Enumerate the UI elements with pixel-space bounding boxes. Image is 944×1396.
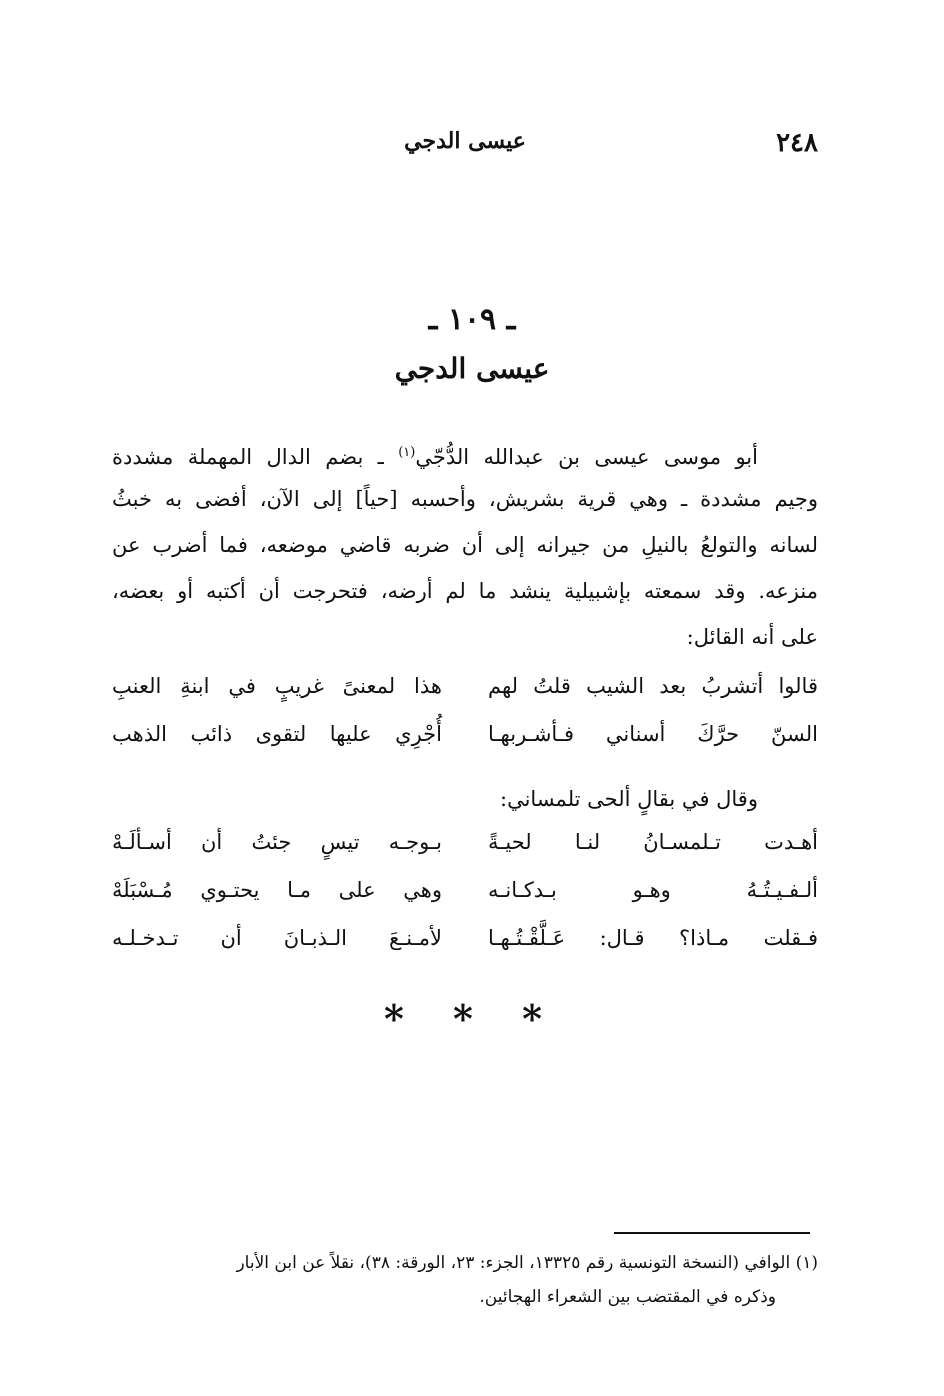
verse-first-hemistich: السنّ حرَّكَ أسناني فـأشـربهـا: [488, 722, 818, 746]
verse-first-hemistich: فـقلت مـاذا؟ قـال: عَـلَّقْـتُـهـا: [488, 926, 818, 950]
prose-line: وجيم مشددة ـ وهي قرية بشريش، وأحسبه [حياً] إلى الآن، أفضى به خبثُ: [112, 487, 818, 511]
prose-line: [112, 430, 818, 476]
entry-title: عيسى الدجي: [394, 352, 550, 385]
footnote-rule: [614, 1232, 810, 1234]
verse-second-hemistich: هذا لمعنىً غريبٍ في ابنةِ العنبِ: [112, 674, 442, 698]
verse-first-hemistich: ألـفـيـتُـهُ وهـو بـدكـانـه: [488, 878, 818, 902]
verse-line: [112, 866, 818, 914]
verse-second-hemistich: وهي على مـا يحتـوي مُـسْبَلَهْ: [112, 878, 442, 902]
section-separator: * * *: [383, 996, 561, 1041]
verse-line: [112, 710, 818, 758]
poem-second: [112, 818, 818, 962]
prose-line: لسانه والتولعُ بالنيلِ من جيرانه إلى أن ضربه قاضي موضعه، فما أضرب عن: [112, 533, 818, 557]
biography-paragraph: [112, 430, 818, 660]
running-header: [112, 128, 818, 168]
entry-number: ـ ١٠٩ ـ: [428, 302, 516, 337]
prose-text: ـ بضم الدال المهملة مشددة: [112, 445, 399, 469]
prose-line: على أنه القائل:: [686, 625, 818, 649]
verse-second-hemistich: لأمـنـعَ الـذبـانَ أن تـدخـلـه: [112, 926, 442, 950]
verse-line: [112, 914, 818, 962]
verse-line: [112, 818, 818, 866]
footnote-line: وذكره في المقتضب بين الشعراء الهجائين.: [479, 1287, 776, 1307]
running-title: عيسى الدجي: [404, 128, 526, 154]
poem-intro: وقال في بقالٍ ألحى تلمساني:: [500, 787, 758, 811]
verse-first-hemistich: أهـدت تـلمسـانُ لنـا لحيـةً: [488, 830, 818, 854]
verse-second-hemistich: بـوجـه تيسٍ جئتُ أن أسـألَـهْ: [112, 830, 442, 854]
footnote-line: (١) الوافي (النسخة التونسية رقم ١٣٣٢٥، الجزء: ٢٣، الورقة: ٣٨)، نقلاً عن ابن الأبار: [236, 1253, 818, 1273]
page-number: ٢٤٨: [776, 128, 818, 158]
verse-first-hemistich: قالوا أتشربُ بعد الشيب قلتُ لهم: [488, 674, 818, 698]
prose-line: منزعه. وقد سمعته بإشبيلية ينشد ما لم أرضه، فتحرجت أن أكتبه أو بعضه،: [112, 579, 818, 603]
prose-text: أبو موسى عيسى بن عبدالله الدُّجّي: [415, 445, 758, 469]
footnote-marker: (١): [398, 445, 416, 460]
footnote: [112, 1246, 818, 1314]
poem-first: [112, 662, 818, 758]
verse-second-hemistich: أُجْرِي عليها لتقوى ذائب الذهب: [112, 722, 442, 746]
verse-line: [112, 662, 818, 710]
